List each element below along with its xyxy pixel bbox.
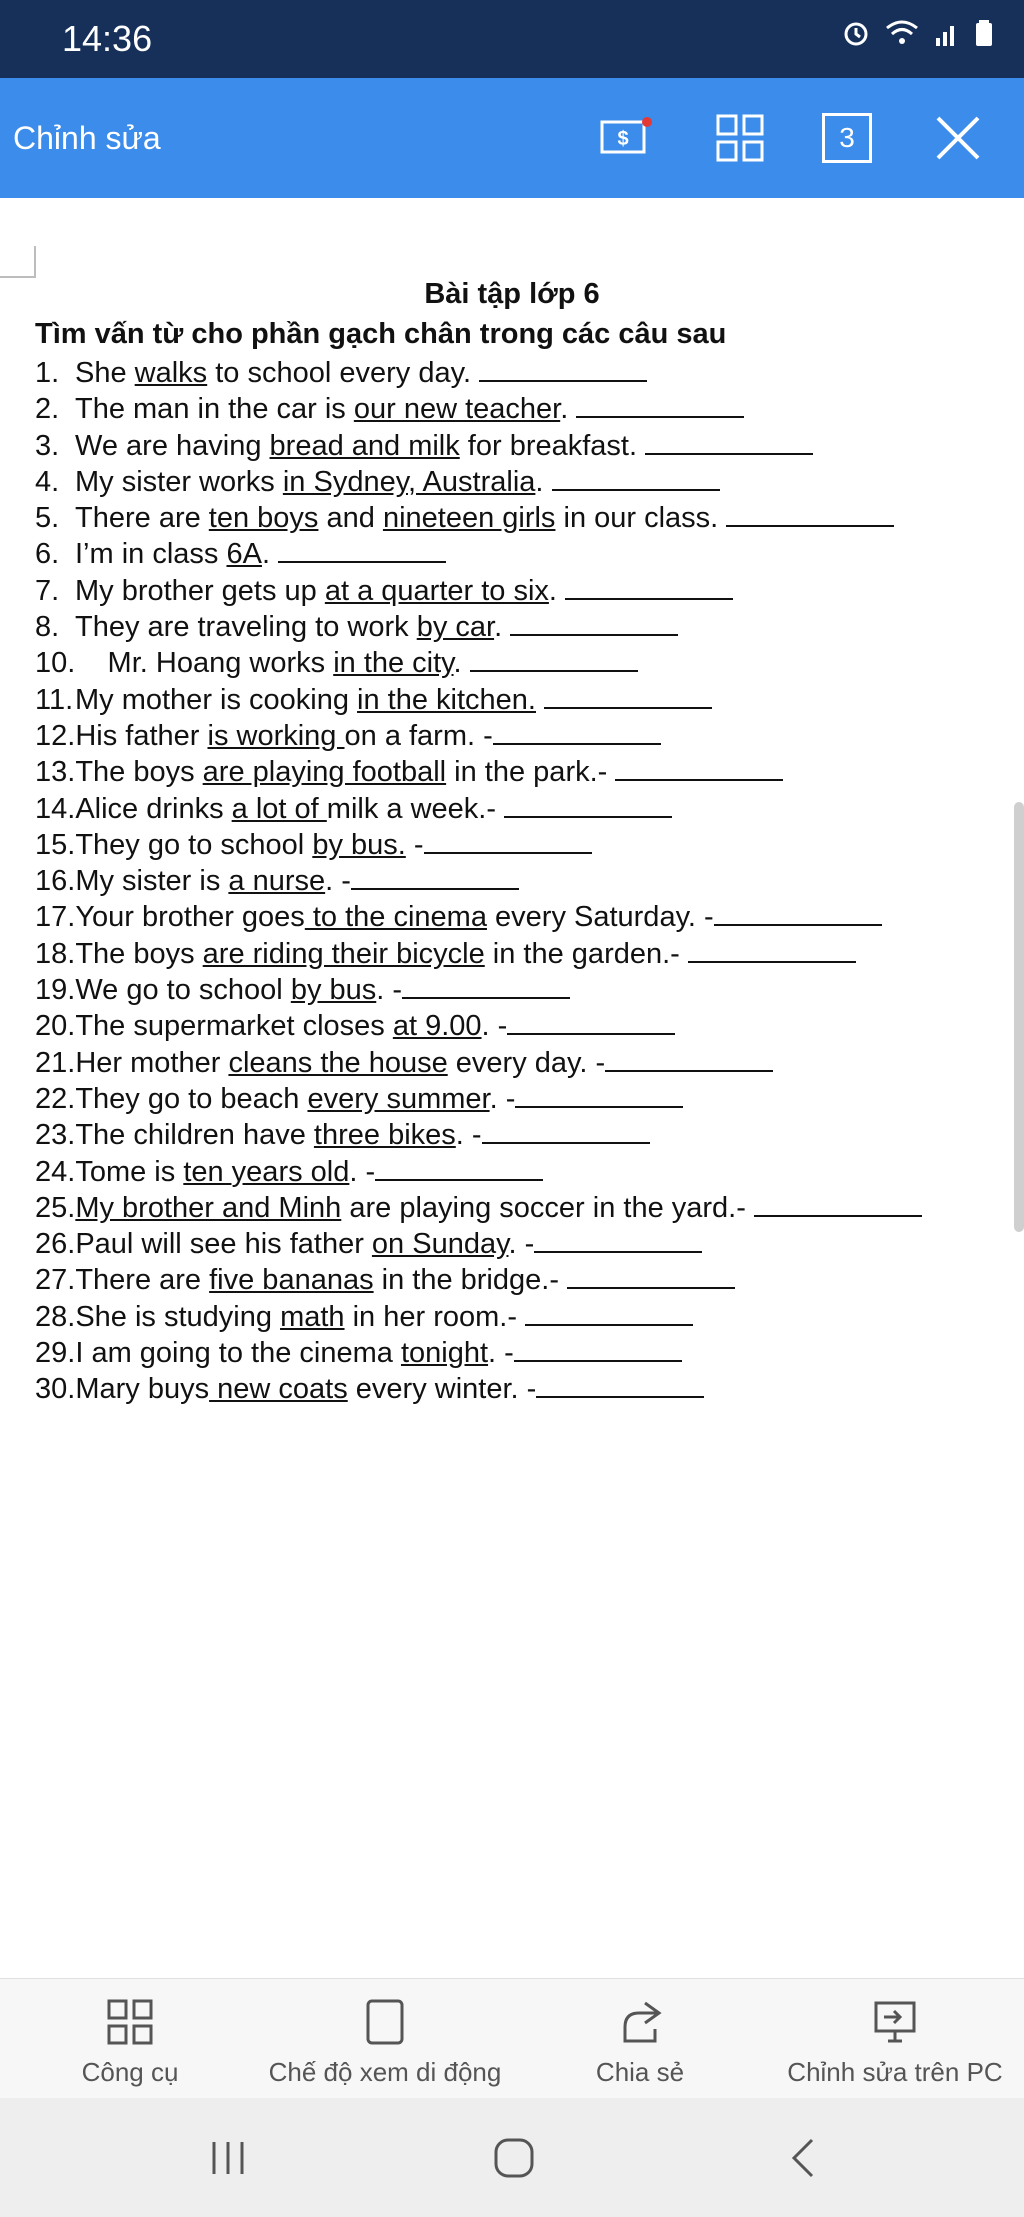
answer-blank [482, 1118, 650, 1144]
underlined-phrase: cleans the house [228, 1046, 448, 1079]
recent-apps-icon[interactable] [208, 2138, 248, 2178]
bottom-toolbar [0, 1978, 1024, 2099]
answer-blank [351, 864, 519, 890]
question-item [35, 899, 1015, 935]
question-text: My brother gets up [75, 574, 325, 607]
question-text: They go to beach [75, 1082, 308, 1115]
document-instruction: Tìm vấn từ cho phần gạch chân trong các câu sau [35, 318, 727, 350]
question-text: every Saturday. - [486, 901, 714, 934]
underlined-phrase: in the kitchen. [357, 683, 536, 716]
question-text: . [494, 611, 511, 644]
question-text: . - [455, 1119, 482, 1152]
underlined-phrase: is working [207, 719, 345, 752]
status-time: 14:36 [62, 18, 153, 59]
underlined-phrase: 6A [226, 538, 262, 571]
underlined-phrase: ten years old [183, 1155, 350, 1188]
edit-on-pc-label: Chỉnh sửa trên PC [787, 2057, 1003, 2087]
question-number: 6. [35, 538, 60, 571]
underlined-phrase: are riding their bicycle [202, 937, 485, 970]
underlined-phrase: at 9.00 [392, 1010, 482, 1043]
answer-blank [479, 356, 647, 382]
question-text: My mother is cooking [75, 683, 358, 716]
question-text: to school every day. [207, 357, 480, 389]
question-text: Alice drinks [75, 792, 232, 825]
question-number: 5. [35, 502, 60, 535]
question-text: in the garden.- [484, 937, 688, 970]
question-text: Your brother goes [75, 901, 305, 934]
question-text: My sister is [75, 865, 229, 898]
question-item [35, 754, 1015, 790]
question-text: They are traveling to work [75, 611, 417, 644]
question-text: on a farm. - [344, 719, 493, 752]
answer-blank [510, 610, 678, 636]
question-number: 28. [35, 1300, 76, 1333]
question-item [35, 791, 1015, 827]
question-number: 23. [35, 1119, 76, 1152]
answer-blank [576, 392, 744, 418]
question-item [35, 428, 1015, 464]
question-text: in the park.- [446, 756, 616, 789]
question-number: 3. [35, 429, 60, 462]
question-item [35, 972, 1015, 1008]
edit-title-button[interactable]: Chỉnh sửa [13, 120, 161, 156]
signal-icon [934, 18, 960, 48]
underlined-phrase: by bus. [312, 828, 406, 861]
answer-blank [278, 537, 446, 563]
underlined-phrase: nineteen girls [382, 502, 556, 535]
answer-blank [470, 646, 638, 672]
underlined-phrase: math [280, 1300, 345, 1333]
underlined-phrase: My brother and Minh [75, 1191, 342, 1224]
question-text: Mary buys [75, 1373, 210, 1406]
question-item [35, 827, 1015, 863]
question-text: Mr. Hoang works [75, 647, 334, 680]
question-number: 14. [35, 792, 76, 825]
question-text: . - [349, 1155, 376, 1188]
answer-blank [645, 429, 813, 455]
question-text: Paul will see his father [75, 1228, 372, 1261]
underlined-phrase: new coats [209, 1373, 348, 1406]
alarm-icon [841, 18, 871, 48]
answer-blank [552, 465, 720, 491]
question-text: . - [325, 865, 351, 898]
tools-icon [105, 1997, 155, 2047]
answer-blank [424, 828, 592, 854]
mobile-view-icon [360, 1997, 410, 2047]
question-text: There are [75, 1264, 210, 1297]
tools-button[interactable] [40, 1979, 220, 2099]
wifi-icon [885, 18, 919, 48]
question-number: 18. [35, 937, 76, 970]
question-item [35, 391, 1015, 427]
answer-blank [493, 719, 661, 745]
question-text: The boys [75, 937, 203, 970]
question-number: 19. [35, 974, 76, 1007]
question-text: . - [376, 974, 403, 1007]
question-text: The supermarket closes [75, 1010, 393, 1043]
underlined-phrase: bread and milk [269, 429, 460, 462]
question-number: 13. [35, 756, 76, 789]
answer-blank [688, 937, 856, 963]
question-text [536, 684, 544, 716]
document-heading: Bài tập lớp 6 [424, 278, 600, 310]
question-number: 27. [35, 1264, 76, 1297]
answer-blank [714, 900, 882, 926]
question-text: The man in the car is [75, 393, 354, 426]
grid-view-icon[interactable] [712, 110, 768, 166]
question-number: 11. [35, 683, 74, 716]
answer-blank [504, 792, 672, 818]
question-number: 7. [35, 574, 60, 607]
share-label: Chia sẻ [595, 2057, 685, 2087]
question-number: 30. [35, 1373, 76, 1406]
question-text: . [261, 538, 279, 571]
tools-label: Công cụ [81, 2057, 179, 2087]
underlined-phrase: ten boys [208, 502, 319, 535]
question-item [35, 1262, 1015, 1298]
question-text: in the bridge.- [373, 1264, 568, 1297]
status-icons [841, 18, 994, 56]
underlined-phrase: in the city [333, 647, 454, 680]
question-text: There are [75, 502, 209, 535]
question-item [35, 609, 1015, 645]
question-number: 10. [35, 647, 76, 680]
underlined-phrase: tonight [400, 1337, 489, 1370]
question-text: are playing soccer in the yard.- [341, 1191, 754, 1224]
question-item [35, 536, 1015, 572]
question-item [35, 682, 1015, 718]
question-text: . [535, 465, 552, 498]
question-text: His father [75, 719, 208, 752]
question-item [35, 1371, 1015, 1407]
question-number: 25. [35, 1191, 76, 1224]
question-text: every day. - [447, 1046, 606, 1079]
question-number: 24. [35, 1155, 76, 1188]
question-number: 26. [35, 1228, 76, 1261]
question-text: for breakfast. [459, 429, 646, 462]
question-text: . [560, 393, 577, 426]
answer-blank [615, 755, 783, 781]
underlined-phrase: in Sydney, Australia [282, 465, 536, 498]
answer-blank [514, 1336, 682, 1362]
answer-blank [544, 683, 712, 709]
underlined-phrase: at a quarter to six [324, 574, 549, 607]
question-text: I am going to the cinema [75, 1337, 401, 1370]
underlined-phrase: a lot of [231, 792, 327, 825]
question-item [35, 1299, 1015, 1335]
status-bar [0, 0, 1024, 78]
underlined-phrase: our new teacher [353, 393, 561, 426]
question-item [35, 1081, 1015, 1117]
answer-blank [726, 501, 894, 527]
question-number: 1. [35, 357, 60, 389]
question-number: 29. [35, 1337, 76, 1370]
question-text: . - [489, 1082, 516, 1115]
question-item [35, 1008, 1015, 1044]
document-page[interactable] [0, 198, 1024, 1978]
answer-blank [402, 973, 570, 999]
question-text: My sister works [75, 465, 283, 498]
desktop-icon [870, 1997, 920, 2047]
question-item [35, 1190, 1015, 1226]
question-item [35, 355, 1015, 391]
question-number: 22. [35, 1082, 76, 1115]
system-nav-bar [0, 2098, 1024, 2217]
question-number: 15. [35, 828, 76, 861]
question-item [35, 1154, 1015, 1190]
question-text: The boys [75, 756, 203, 789]
close-icon[interactable] [930, 110, 986, 166]
answer-blank [507, 1009, 675, 1035]
underlined-phrase: five bananas [209, 1264, 374, 1297]
answer-blank [754, 1191, 922, 1217]
question-number: 20. [35, 1010, 76, 1043]
question-item [35, 500, 1015, 536]
question-text: They go to school [75, 828, 313, 861]
question-item [35, 1335, 1015, 1371]
back-icon[interactable] [784, 2136, 824, 2180]
scrollbar[interactable] [1014, 802, 1024, 1232]
underlined-phrase: a nurse [228, 865, 326, 898]
underlined-phrase: are playing football [202, 756, 447, 789]
answer-blank [536, 1372, 704, 1398]
home-icon[interactable] [492, 2136, 536, 2180]
question-number: 17. [35, 901, 76, 934]
question-number: 16. [35, 865, 76, 898]
share-button[interactable] [560, 1979, 720, 2099]
underlined-phrase: walks [134, 357, 208, 389]
crop-mark [0, 246, 36, 278]
answer-blank [565, 574, 733, 600]
question-item [35, 863, 1015, 899]
question-number: 12. [35, 719, 76, 752]
mobile-view-button[interactable] [240, 1979, 530, 2099]
question-number: 8. [35, 611, 60, 644]
question-text: She is studying [75, 1300, 281, 1333]
underlined-phrase: on Sunday [371, 1228, 509, 1261]
underlined-phrase: by bus [290, 974, 377, 1007]
question-item [35, 1226, 1015, 1262]
question-text: We go to school [75, 974, 291, 1007]
underlined-phrase: by car [416, 611, 495, 644]
question-item [35, 1117, 1015, 1153]
question-text: Her mother [75, 1046, 229, 1079]
question-text: . - [481, 1010, 508, 1043]
page-count-button[interactable]: 3 [822, 113, 872, 163]
question-text: . - [488, 1337, 514, 1370]
question-item [35, 936, 1015, 972]
answer-blank [375, 1155, 543, 1181]
question-text: in her room.- [344, 1300, 526, 1333]
question-text: I’m in class [75, 538, 227, 571]
question-item [35, 1045, 1015, 1081]
answer-blank [515, 1082, 683, 1108]
question-item [35, 464, 1015, 500]
underlined-phrase: to the cinema [304, 901, 487, 934]
question-text: We are having [75, 429, 270, 462]
question-text: in our class. [555, 502, 727, 535]
question-text: The children have [75, 1119, 314, 1152]
question-list [35, 355, 1015, 1408]
share-icon [615, 1997, 665, 2047]
answer-blank [534, 1227, 702, 1253]
edit-on-pc-button[interactable] [770, 1979, 1020, 2099]
mobile-view-label: Chế độ xem di động [268, 2057, 502, 2087]
question-number: 21. [35, 1046, 76, 1079]
answer-blank [525, 1300, 693, 1326]
question-item [35, 573, 1015, 609]
underlined-phrase: three bikes [313, 1119, 456, 1152]
question-text: and [318, 502, 383, 535]
question-text: milk a week.- [326, 792, 505, 825]
question-item [35, 718, 1015, 754]
question-text: She [75, 357, 135, 389]
svg-text:$: $ [617, 128, 629, 150]
battery-icon [974, 18, 994, 48]
question-number: 4. [35, 465, 60, 498]
answer-blank [567, 1263, 735, 1289]
question-item [35, 645, 1015, 681]
question-text: every winter. - [347, 1373, 537, 1406]
question-text: - [405, 828, 424, 861]
question-number: 2. [35, 393, 60, 426]
question-text: . [548, 574, 566, 607]
answer-blank [605, 1046, 773, 1072]
app-bar [0, 78, 1024, 198]
question-text: . [453, 647, 470, 680]
question-text: . - [508, 1228, 535, 1261]
question-text: Tome is [75, 1155, 184, 1188]
underlined-phrase: every summer [307, 1082, 490, 1115]
money-ticket-icon[interactable] [596, 110, 652, 166]
